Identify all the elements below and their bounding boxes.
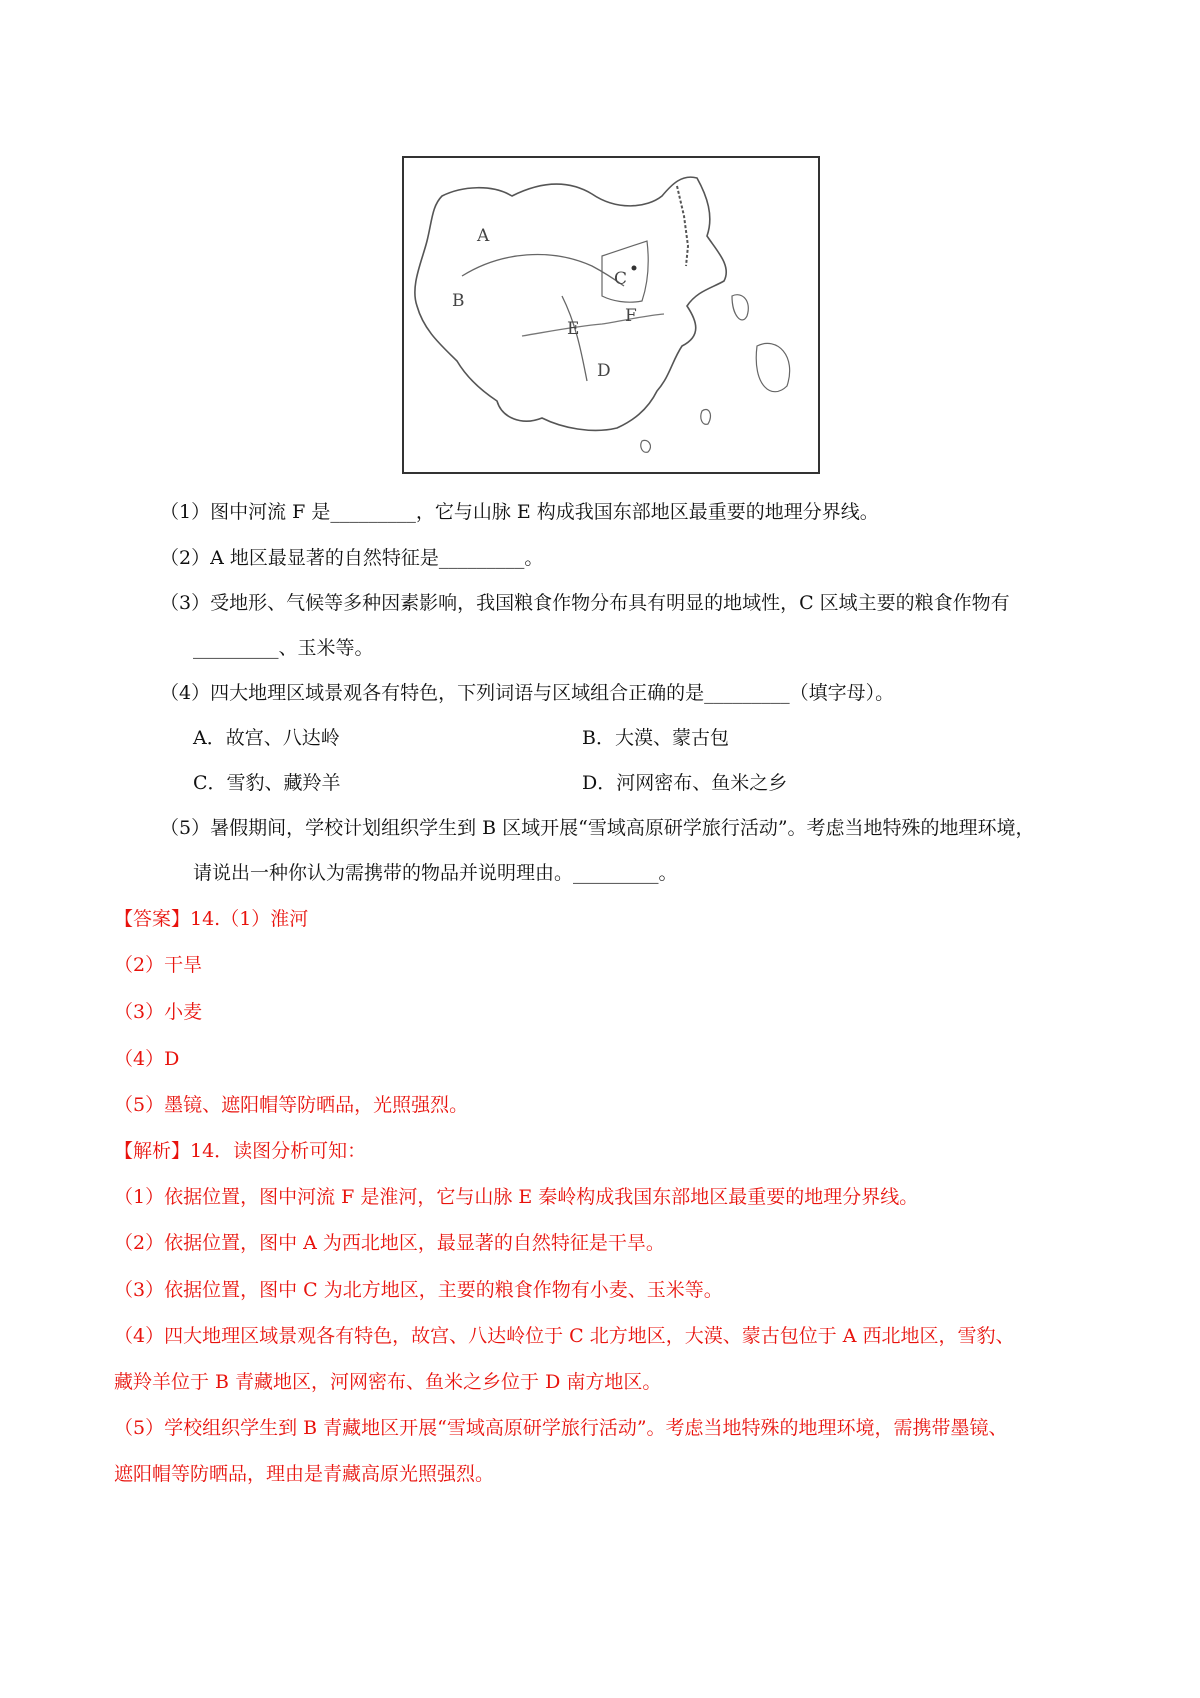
question-2: （2）A 地区最显著的自然特征是_________。	[160, 547, 544, 569]
map-label-f: F	[625, 306, 637, 326]
option-b: B．大漠、蒙古包	[582, 727, 729, 749]
question-1: （1）图中河流 F 是_________，它与山脉 E 构成我国东部地区最重要的地理分界线。	[160, 501, 879, 523]
analysis-heading: 【解析】14．读图分析可知：	[114, 1140, 367, 1162]
question-5: （5）暑假期间，学校计划组织学生到 B 区域开展“雪域高原研学旅行活动”。考虑当地特殊的地理环境，	[160, 817, 1035, 839]
map-label-c: C	[614, 269, 628, 289]
question-4: （4）四大地理区域景观各有特色，下列词语与区域组合正确的是_________（填字母）。	[160, 682, 895, 704]
question-5-continued: 请说出一种你认为需携带的物品并说明理由。_________。	[193, 862, 678, 884]
analysis-item-2: （2）依据位置，图中 A 为西北地区，最显著的自然特征是干旱。	[114, 1232, 665, 1254]
answer-item-4: （4）D	[114, 1048, 180, 1070]
china-map-figure	[402, 156, 820, 474]
analysis-item-1: （1）依据位置，图中河流 F 是淮河，它与山脉 E 秦岭构成我国东部地区最重要的地理分界线。	[114, 1186, 919, 1208]
map-label-a: A	[477, 226, 490, 246]
option-c: C．雪豹、藏羚羊	[193, 772, 341, 794]
map-label-d: D	[597, 361, 611, 381]
answer-item-5: （5）墨镜、遮阳帽等防晒品，光照强烈。	[114, 1094, 469, 1116]
analysis-item-5-continued: 遮阳帽等防晒品，理由是青藏高原光照强烈。	[114, 1463, 495, 1485]
answer-item-3: （3）小麦	[114, 1001, 203, 1023]
analysis-item-4-continued: 藏羚羊位于 B 青藏地区，河网密布、鱼米之乡位于 D 南方地区。	[114, 1371, 662, 1393]
question-3: （3）受地形、气候等多种因素影响，我国粮食作物分布具有明显的地域性，C 区域主要的粮食作物有	[160, 592, 1010, 614]
map-label-b: B	[452, 291, 465, 311]
answer-item-2: （2）干旱	[114, 954, 203, 976]
question-3-continued: _________、玉米等。	[193, 637, 374, 659]
map-label-e: E	[567, 319, 580, 339]
china-geography-map	[402, 156, 820, 474]
option-a: A．故宫、八达岭	[193, 727, 340, 749]
analysis-item-4: （4）四大地理区域景观各有特色，故宫、八达岭位于 C 北方地区，大漠、蒙古包位于 A 西北地区，雪豹、	[114, 1325, 1015, 1347]
answer-heading: 【答案】14.（1）淮河	[114, 908, 309, 930]
analysis-item-3: （3）依据位置，图中 C 为北方地区，主要的粮食作物有小麦、玉米等。	[114, 1279, 723, 1301]
option-d: D．河网密布、鱼米之乡	[582, 772, 788, 794]
analysis-item-5: （5）学校组织学生到 B 青藏地区开展“雪域高原研学旅行活动”。考虑当地特殊的地理环境，需携带墨镜、	[114, 1417, 1008, 1439]
